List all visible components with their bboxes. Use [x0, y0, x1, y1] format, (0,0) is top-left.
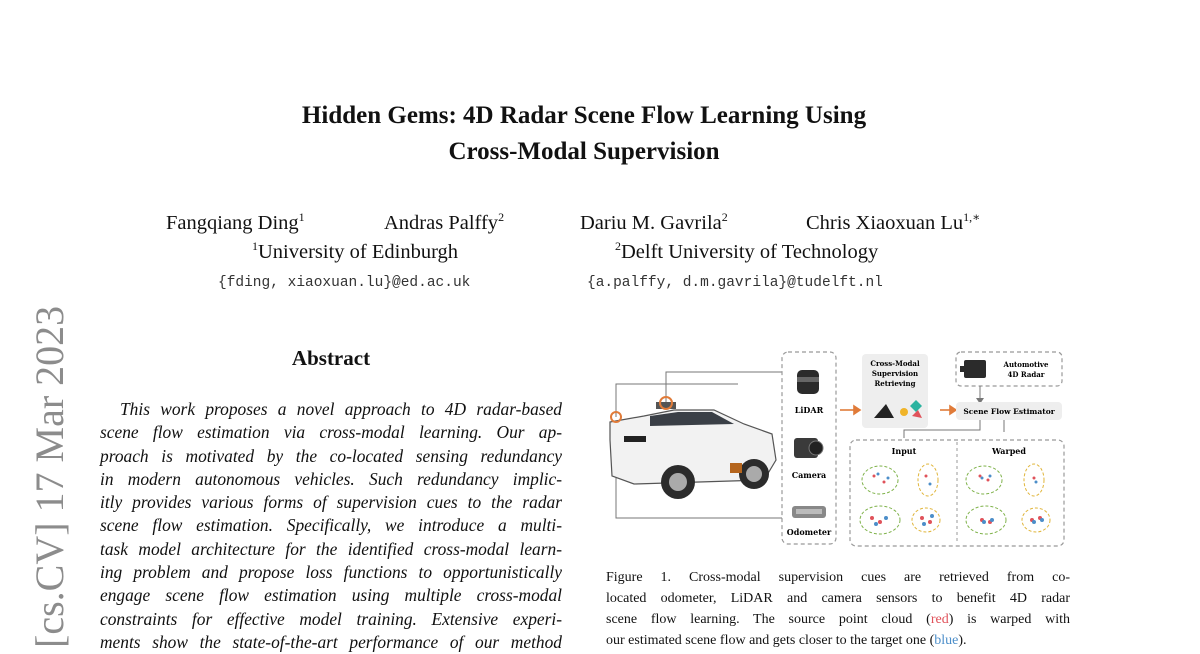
arxiv-stamp: [cs.CV] 17 Mar 2023: [27, 305, 72, 648]
radar-label-line2: 4D Radar: [1007, 370, 1045, 379]
affiliation-2: $^2$Delft University of Technology: [615, 239, 879, 263]
caption-line: scene flow learning. The source point cloud (red) is warped with: [606, 612, 1070, 627]
figure-caption: [606, 567, 1070, 651]
abstract-line: proach is motivated by the co-located sensing redundancy: [100, 445, 562, 466]
warped-label: Warped: [992, 446, 1026, 456]
figure-1: [604, 350, 1068, 550]
abstract-line: scene flow estimation via cross-modal learning. Our ap-: [100, 422, 562, 443]
title-line-1: Hidden Gems: 4D Radar Scene Flow Learning Using: [301, 102, 867, 129]
author-2: Andras Palffy$^2$: [384, 210, 505, 234]
abstract-line: itly provides various forms of supervision cues to the radar: [100, 492, 562, 513]
abstract-line: scene flow estimation. Specifically, we introduce a multi-: [100, 515, 562, 536]
estimator-label: Scene Flow Estimator: [963, 407, 1055, 416]
title-line-2: Cross-Modal Supervision: [448, 138, 720, 165]
odometer-label: Odometer: [786, 527, 832, 537]
abstract-line: in modern autonomous vehicles. Such redundancy implic-: [100, 468, 562, 489]
author-4: Chris Xiaoxuan $Lu^{1,∗}$: [806, 210, 981, 234]
radar-icon: [960, 360, 986, 378]
blue-keyword: blue: [934, 633, 959, 648]
supervision-label-line2: Supervision: [871, 369, 919, 378]
lidar-label: LiDAR: [794, 405, 824, 415]
affiliation-1: $^1$University of Edinburgh: [252, 239, 459, 263]
input-pointcloud: [860, 464, 940, 534]
abstract-body: [100, 398, 562, 654]
caption-line: our estimated scene flow and gets closer to the target one (blue).: [606, 633, 967, 648]
warped-pointcloud: [966, 464, 1050, 534]
supervision-label-line1: Cross-Modal: [870, 359, 920, 368]
author-3: Dariu M. Gavrila$^2$: [580, 210, 728, 234]
abstract-line: ing problem and propose loss functions to opportunistically: [100, 562, 562, 583]
abstract-line: ments show the state-of-the-art performance of our method: [100, 631, 562, 652]
abstract-line: task model architecture for the identified cross-modal learn-: [100, 538, 562, 559]
abstract-line: engage scene flow estimation using multiple cross-modal: [100, 585, 562, 606]
author-1: Fangqiang Ding$^1$: [166, 210, 305, 234]
abstract-heading: Abstract: [291, 346, 371, 370]
car-image: [610, 397, 776, 499]
caption-line: located odometer, LiDAR and camera sensors to benefit 4D radar: [606, 591, 1070, 606]
caption-line: Figure 1. Cross-modal supervision cues are retrieved from co-: [606, 570, 1070, 585]
camera-label: Camera: [791, 470, 827, 480]
abstract-line: constraints for effective model training. Extensive experi-: [100, 608, 562, 629]
abstract-line: This work proposes a novel approach to 4D radar-based: [120, 399, 562, 419]
supervision-label-line3: Retrieving: [874, 379, 916, 388]
red-keyword: red: [930, 612, 949, 627]
email-1[interactable]: {fding, xiaoxuan.lu}@ed.ac.uk: [218, 275, 471, 291]
input-label: Input: [891, 446, 917, 456]
email-2[interactable]: {a.palffy, d.m.gavrila}@tudelft.nl: [587, 275, 883, 291]
radar-label-line1: Automotive: [1003, 360, 1049, 369]
paper-title: [0, 98, 1168, 170]
camera-icon: [794, 438, 823, 458]
odometer-icon: [792, 506, 826, 518]
lidar-icon: [797, 370, 819, 394]
